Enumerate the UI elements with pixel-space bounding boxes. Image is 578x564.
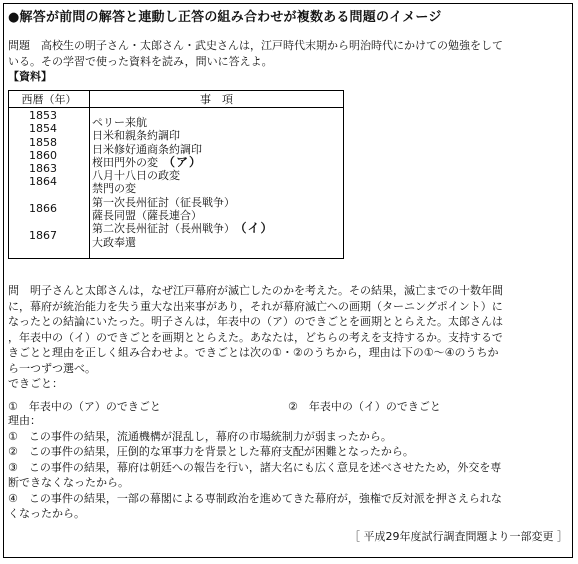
page-title: ●解答が前問の解答と連動し正答の組み合わせが複数ある問題のイメージ [8,10,442,25]
event-cell: 日米和親条約調印 [92,129,180,143]
intro-line: 問題 高校生の明子さん・太郎さん・武史さんは，江戸時代末期から明治時代にかけての勉強をして [8,39,503,52]
year-cell: 1854 [29,122,57,136]
event-cell: ペリー来航 [92,116,147,129]
event-header: 事 項 [90,91,344,108]
reason-item: くなったから。 [8,507,85,520]
choice-2: ② 年表中の（イ）のできごと [288,400,441,413]
source-label: 【資料】 [8,70,52,83]
year-cell [9,242,89,255]
mark-a: （ア） [169,154,203,169]
question-line: できごと： [8,377,63,390]
year-column [9,108,90,259]
question-line: ら一つずつ選べ。 [8,361,96,375]
event-cell: 第二次長州征討（長州戦争） （イ） [92,221,274,236]
year-cell: 1860 [29,148,57,162]
event-cell: 第一次長州征討（征長戦争） [92,195,235,209]
event-cell: 大政奉還 [92,235,136,249]
source-credit: ［ 平成29年度試行調査問題より一部変更 ］ [349,530,568,543]
event-cell: 八月十八日の政変 [92,169,180,183]
year-cell: 1858 [29,135,57,149]
question-line: に，幕府が統治能力を失う重大な出来事があり，それが幕府滅亡への画期（ターニングポイント）に [8,299,503,313]
year-cell: 1853 [29,109,57,122]
reason-item: ① この事件の結果，流通機構が混乱し，幕府の市場統制力が弱まったから。 [8,429,392,443]
year-cell [9,215,89,228]
reason-item: ② この事件の結果，圧倒的な軍事力を背景とした幕府支配が困難となったから。 [8,445,414,458]
reason-item: ③ この事件の結果，幕府は朝廷への報告を行い，諸大名にも広く意見を述べさせたため，外交を専 [8,460,502,474]
event-cell: 禁門の変 [92,182,136,196]
event-cell: 薩長同盟（薩長連合） [92,209,202,223]
question-line: きごとと理由を正しく組み合わせよ。できごとは次の①・②のうちから，理由は下の①～④のうちか [8,346,499,359]
question-line: 問 明子さんと太郎さんは，なぜ江戸幕府が滅亡したのかを考えた。その結果，滅亡までの十数年間 [8,284,503,297]
intro-text [8,38,503,85]
reason-item: ④ この事件の結果，一部の幕閣による専制政治を進めてきた幕府が，強権で反対派を押さえられな [8,491,502,505]
event-cell: 日米修好通商条約調印 [92,142,202,156]
year-cell: 1864 [29,175,57,189]
question-line: ，年表中の（イ）のできごとを画期ととらえた。あなたは，どちらの考えを支持するか。支持するで [8,330,503,344]
question-text [8,283,503,392]
event-cell: 桜田門外の変 （ア） [92,154,203,169]
year-cell [9,189,89,202]
question-line: なったとの結論にいたった。明子さんは，年表中の（ア）のできごとを画期ととらえた。太郎さんは [8,315,503,328]
year-cell: 1863 [29,162,57,176]
reason-item: 断できなくなったから。 [8,476,129,489]
intro-line: いる。その学習で使った資料を読み，問いに答えよ。 [8,54,273,68]
year-cell: 1867 [29,228,57,242]
reasons [8,413,502,522]
choice-1: ① 年表中の（ア）のできごと [8,400,161,413]
year-cell: 1866 [29,202,57,216]
event-column [90,108,344,259]
year-header: 西暦（年） [9,91,90,108]
mark-i: （イ） [240,221,274,236]
timeline-table [8,90,344,259]
reason-label: 理由： [8,414,41,427]
